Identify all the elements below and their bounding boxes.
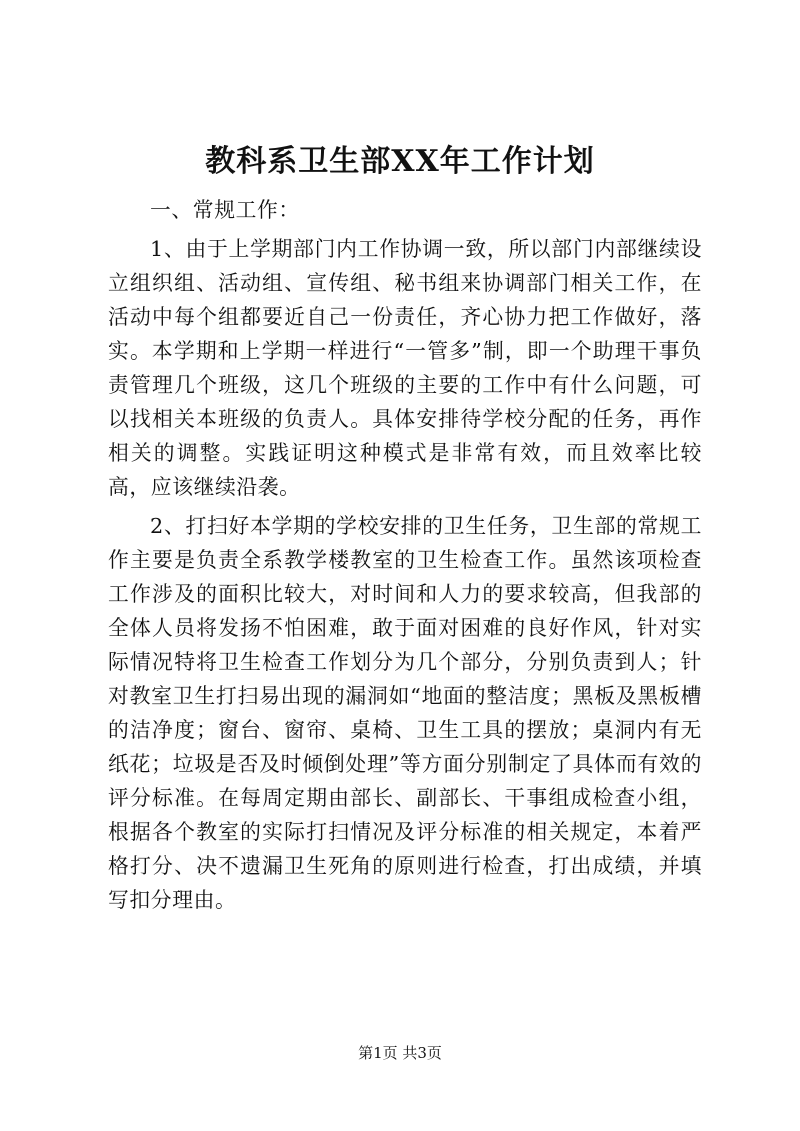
section-heading: 一、常规工作：	[150, 198, 300, 222]
page-number: 第1页 共3页	[358, 1044, 442, 1062]
paragraph-2: 2、打扫好本学期的学校安排的卫生任务，卫生部的常规工作主要是负责全系教学楼教室的卫生检查工作。虽然该项检查工作涉及的面积比较大，对时间和人力的要求较高，但我部的全体人员将发扬不怕困难，敢于面对困难的良好作风，针对实际情况特将卫生检查工作划分为几个部分，分别负责到人；针对教室卫生打扫易出现的漏洞如“地面的整洁度；黑板及黑板槽的洁净度；窗台、窗帘、桌椅、卫生工具的摆放；桌洞内有无纸花；垃圾是否及时倾倒处理”等方面分别制定了具体而有效的评分标准。在每周定期由部长、副部长、干事组成检查小组，根据各个教室的实际打扫情况及评分标准的相关规定，本着严格打分、决不遗漏卫生死角的原则进行检查，打出成绩，并填写扣分理由。	[108, 514, 702, 912]
document-body	[108, 193, 702, 917]
paragraph-1: 1、由于上学期部门内工作协调一致，所以部门内部继续设立组织组、活动组、宣传组、秘书组来协调部门相关工作，在活动中每个组都要近自己一份责任，齐心协力把工作做好，落实。本学期和上学期一样进行“一管多”制，即一个助理干事负责管理几个班级，这几个班级的主要的工作中有什么问题，可以找相关本班级的负责人。具体安排待学校分配的任务，再作相关的调整。实践证明这种模式是非常有效，而且效率比较高，应该继续沿袭。	[108, 237, 702, 499]
document-title: 教科系卫生部XX年工作计划	[205, 144, 595, 179]
